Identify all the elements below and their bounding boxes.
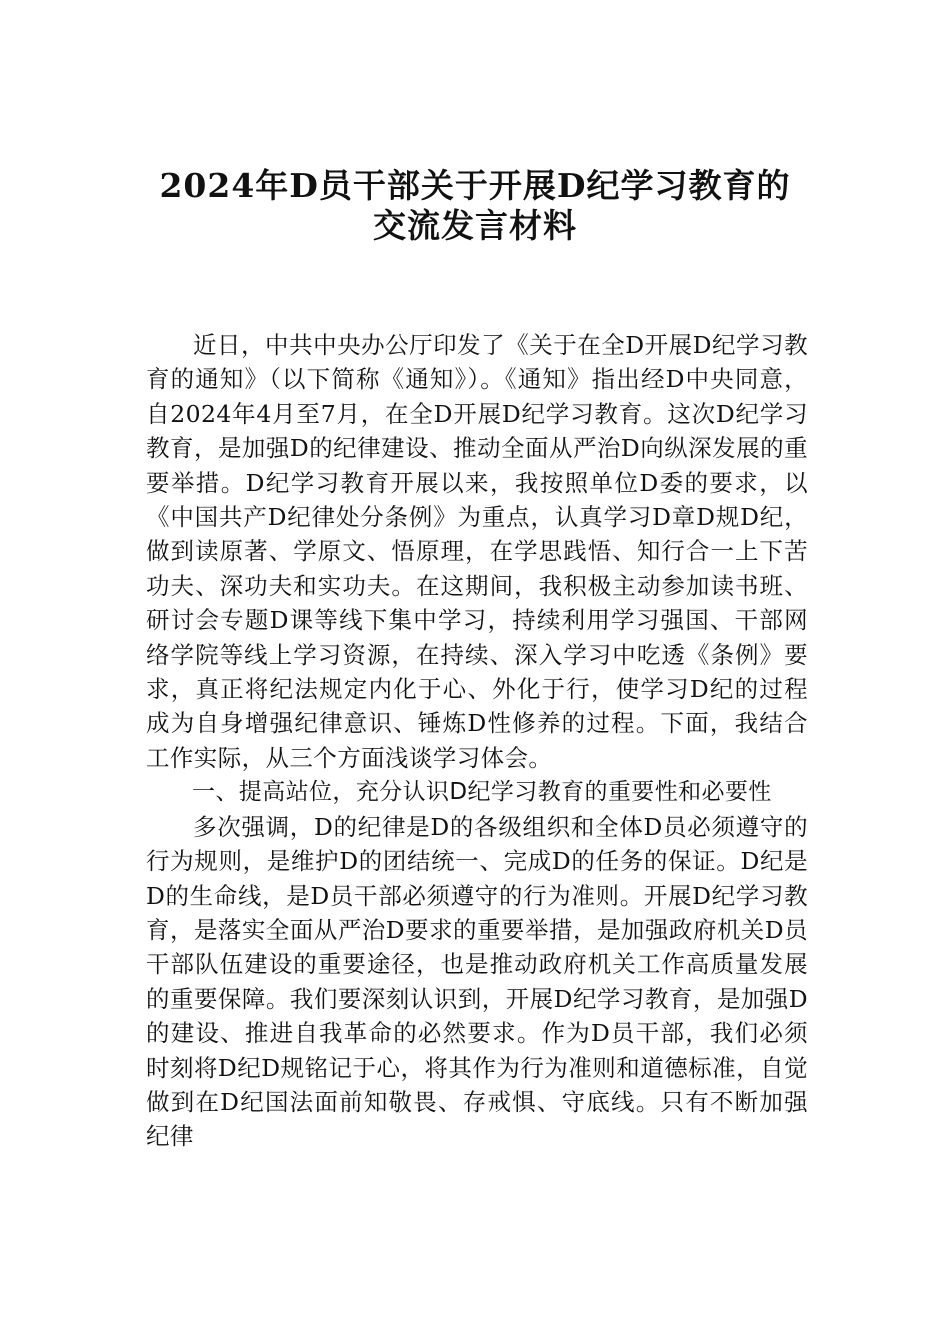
body-paragraph-intro: 近日，中共中央办公厅印发了《关于在全D开展D纪学习教育的通知》（以下简称《通知》）。《通知》指出经D中央同意，自2024年4月至7月，在全D开展D纪学习教育。这次D纪学习教育，是加强D的纪律建设、推动全面从严治D向纵深发展的重要举措。D纪学习教育开展以来，我按照单位D委的要求，以《中国共产D纪律处分条例》为重点，认真学习D章D规D纪，做到读原著、学原文、悟原理，在学思践悟、知行合一上下苦功夫、深功夫和实功夫。在这期间，我积极主动参加读书班、研讨会专题D课等线下集中学习，持续利用学习强国、干部网络学院等线上学习资源，在持续、深入学习中吃透《条例》要求，真正将纪法规定内化于心、外化于行，使学习D纪的过程成为自身增强纪律意识、锤炼D性修养的过程。下面，我结合工作实际，从三个方面浅谈学习体会。 (146, 331, 808, 772)
body-paragraph-section-1: 多次强调，D的纪律是D的各级组织和全体D员必须遵守的行为规则，是维护D的团结统一、完成D的任务的保证。D纪是D的生命线，是D员干部必须遵守的行为准则。开展D纪学习教育，是落实全面从严治D要求的重要举措，是加强政府机关D员干部队伍建设的重要途径，也是推动政府机关工作高质量发展的重要保障。我们要深刻认识到，开展D纪学习教育，是加强D的建设、推进自我革命的必然要求。作为D员干部，我们必须时刻将D纪D规铭记于心，将其作为行为准则和道德标准，自觉做到在D纪国法面前知敬畏、存戒惧、守底线。只有不断加强纪律 (146, 812, 808, 1151)
document-body (146, 328, 808, 1154)
document-title-line-1: 2024年D员干部关于开展D纪学习教育的 (159, 166, 791, 205)
document-title-line-2: 交流发言材料 (373, 206, 577, 245)
section-heading-1: 一、提高站位，充分认识D纪学习教育的重要性和必要性 (192, 779, 772, 806)
